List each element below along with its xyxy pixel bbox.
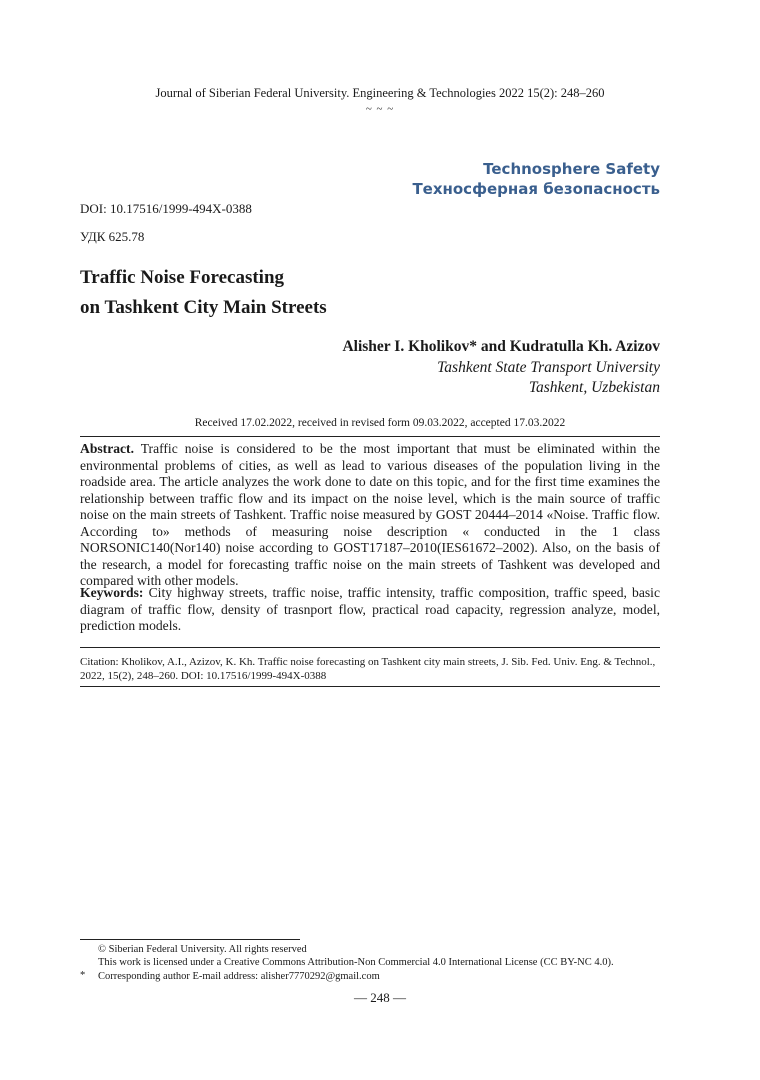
- abstract-text: Traffic noise is considered to be the most important that must be eliminated within the environmental problems of cities, as well as lead to various diseases of the population living in the roadside area. The article analyzes the work done to date on this topic, and for the first time examines the relationship between traffic flow and its impact on the noise level, which is the main source of traffic noise on the main streets of Tashkent. Traffic noise measured by GOST 20444–2014 «Noise. Traffic flow. According to» methods of measuring noise description « conducted in the 1 class NORSONIC140(Nor140) noise according to GOST17187–2010(IES61672–2002). Also, on the basis of the research, a model for forecasting traffic noise on the main streets of Tashkent was developed and compared with other models.: [80, 441, 660, 588]
- footnote-license: This work is licensed under a Creative Commons Attribution-Non Commercial 4.0 International License (CC BY-NC 4.0).: [98, 957, 614, 968]
- keywords-text: City highway streets, traffic noise, traffic intensity, traffic composition, traffic speed, basic diagram of traffic flow, density of trasnport flow, practical road capacity, regression analyze, model, prediction models.: [80, 585, 660, 633]
- journal-header: Journal of Siberian Federal University. Engineering & Technologies 2022 15(2): 248–260: [155, 86, 605, 100]
- affiliation: Tashkent State Transport University: [437, 359, 660, 376]
- footnote-copyright: © Siberian Federal University. All rights reserved: [98, 944, 307, 955]
- divider: [80, 436, 660, 437]
- udk-code: УДК 625.78: [80, 229, 145, 244]
- abstract-label: Abstract.: [80, 441, 134, 456]
- article-title-line-2: on Tashkent City Main Streets: [80, 297, 327, 318]
- article-title-line-1: Traffic Noise Forecasting: [80, 267, 285, 288]
- abstract: [80, 441, 660, 590]
- doi: DOI: 10.17516/1999-494X-0388: [80, 201, 252, 216]
- article-title: [80, 263, 327, 323]
- page-number: — 248 —: [354, 990, 406, 1005]
- divider: [80, 647, 660, 648]
- header-ornament: ~ ~ ~: [365, 103, 395, 115]
- divider: [80, 686, 660, 687]
- keywords-label: Keywords:: [80, 585, 144, 600]
- section-title-ru: Техносферная безопасность: [412, 180, 660, 198]
- citation: Citation: Kholikov, A.I., Azizov, K. Kh. Traffic noise forecasting on Tashkent city main streets, J. Sib. Fed. Univ. Eng. & Technol., 2022, 15(2), 248–260. DOI: 10.17516/1999-494X-0388: [80, 656, 656, 682]
- footnote-divider: [80, 939, 300, 940]
- authors: Alisher I. Kholikov* and Kudratulla Kh. Azizov: [342, 338, 660, 355]
- affiliation-location: Tashkent, Uzbekistan: [528, 379, 660, 396]
- section-title-en: Technosphere Safety: [483, 160, 660, 178]
- footnote-corresponding-author: Corresponding author E-mail address: alisher7770292@gmail.com: [98, 971, 380, 982]
- footnote-star: *: [80, 970, 86, 981]
- received-dates: Received 17.02.2022, received in revised form 09.03.2022, accepted 17.03.2022: [194, 417, 566, 429]
- keywords: [80, 585, 660, 635]
